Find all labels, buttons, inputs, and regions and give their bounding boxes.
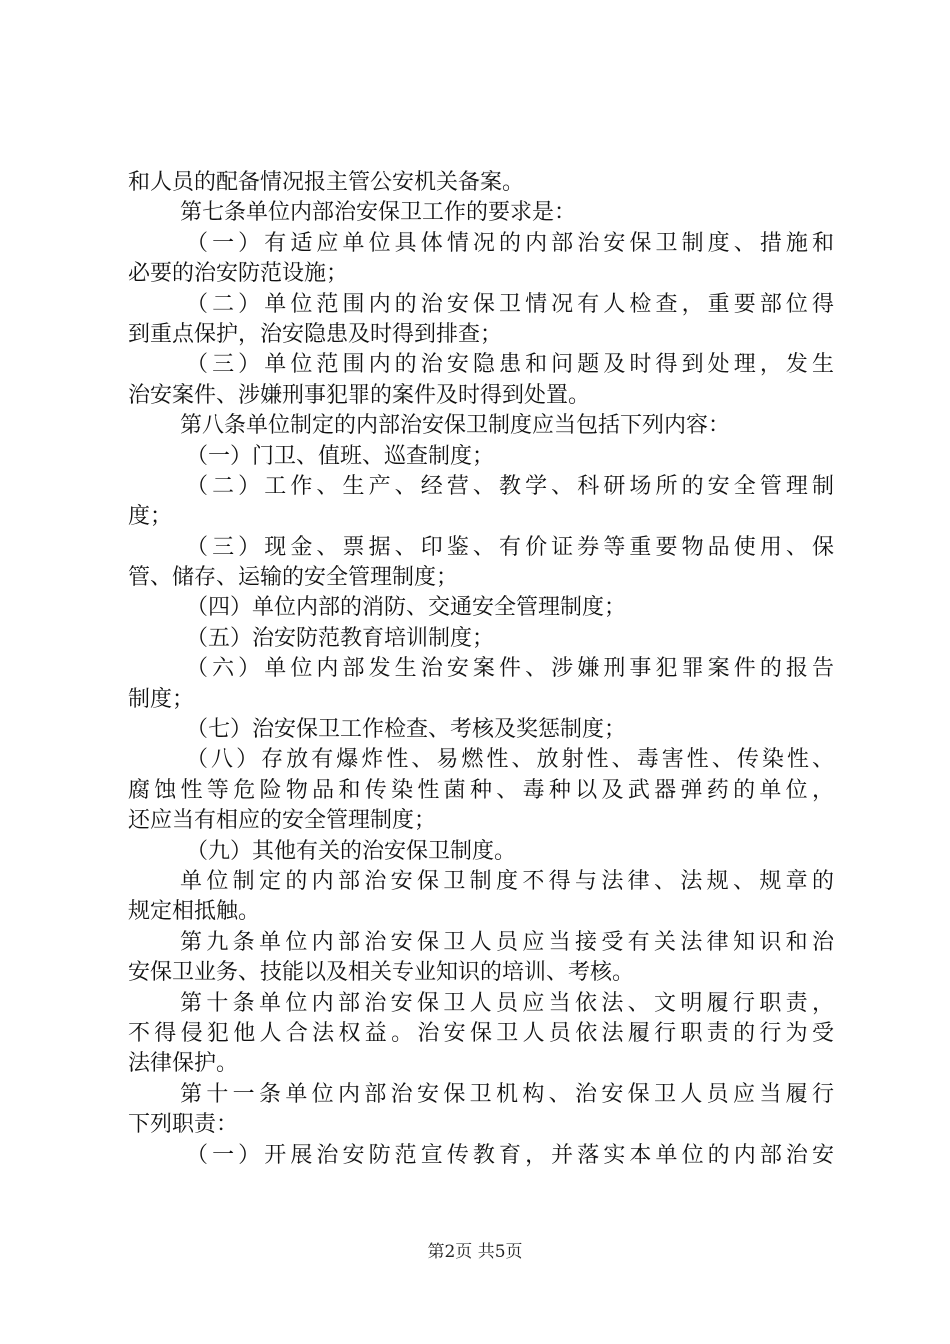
page-footer: 第2页 共5页 (427, 1242, 523, 1262)
text-line: （二）工作、生产、经营、教学、科研场所的安全管理制 (186, 473, 834, 499)
text-line: （三）单位范围内的治安隐患和问题及时得到处理，发生 (186, 352, 834, 378)
text-line: 法律保护。 (128, 1051, 239, 1077)
document-body (128, 168, 834, 1171)
text-line: （八）存放有爆炸性、易燃性、放射性、毒害性、传染性、 (186, 747, 834, 773)
text-line: 第九条单位内部治安保卫人员应当接受有关法律知识和治 (180, 929, 834, 955)
text-line: （九）其他有关的治安保卫制度。 (186, 838, 517, 864)
text-line: （二）单位范围内的治安保卫情况有人检查，重要部位得 (186, 291, 834, 317)
text-line: 制度； (128, 686, 195, 712)
text-line: 第八条单位制定的内部治安保卫制度应当包括下列内容： (180, 413, 731, 439)
text-line: 还应当有相应的安全管理制度； (128, 808, 437, 834)
text-line: 度； (128, 504, 173, 530)
text-line: 规定相抵触。 (128, 899, 261, 925)
text-line: 到重点保护，治安隐患及时得到排查； (128, 321, 503, 347)
text-line: 和人员的配备情况报主管公安机关备案。 (128, 170, 525, 195)
text-line: 安保卫业务、技能以及相关专业知识的培训、考核。 (128, 960, 635, 986)
text-line: （一）开展治安防范宣传教育，并落实本单位的内部治安 (186, 1142, 834, 1168)
text-line: 第十一条单位内部治安保卫机构、治安保卫人员应当履行 (180, 1081, 834, 1107)
text-line: 腐蚀性等危险物品和传染性菌种、毒种以及武器弹药的单位， (128, 777, 834, 803)
text-line: 治安案件、涉嫌刑事犯罪的案件及时得到处置。 (128, 382, 591, 408)
text-line: 不得侵犯他人合法权益。治安保卫人员依法履行职责的行为受 (128, 1020, 834, 1046)
text-line: 第七条单位内部治安保卫工作的要求是： (180, 200, 577, 226)
text-line: （四）单位内部的消防、交通安全管理制度； (186, 595, 627, 621)
text-line: （七）治安保卫工作检查、考核及奖惩制度； (186, 717, 627, 743)
text-line: （一）门卫、值班、巡查制度； (186, 443, 495, 469)
text-line: （六）单位内部发生治安案件、涉嫌刑事犯罪案件的报告 (186, 656, 834, 682)
text-line: 必要的治安防范设施； (128, 261, 349, 287)
text-line: 第十条单位内部治安保卫人员应当依法、文明履行职责， (180, 990, 834, 1016)
text-line: 单位制定的内部治安保卫制度不得与法律、法规、规章的 (180, 868, 834, 894)
text-line: （三）现金、票据、印鉴、有价证券等重要物品使用、保 (186, 534, 834, 560)
text-line: （五）治安防范教育培训制度； (186, 625, 495, 651)
text-line: 管、储存、运输的安全管理制度； (128, 565, 459, 591)
text-line: （一）有适应单位具体情况的内部治安保卫制度、措施和 (186, 230, 834, 256)
text-line: 下列职责： (128, 1112, 239, 1138)
